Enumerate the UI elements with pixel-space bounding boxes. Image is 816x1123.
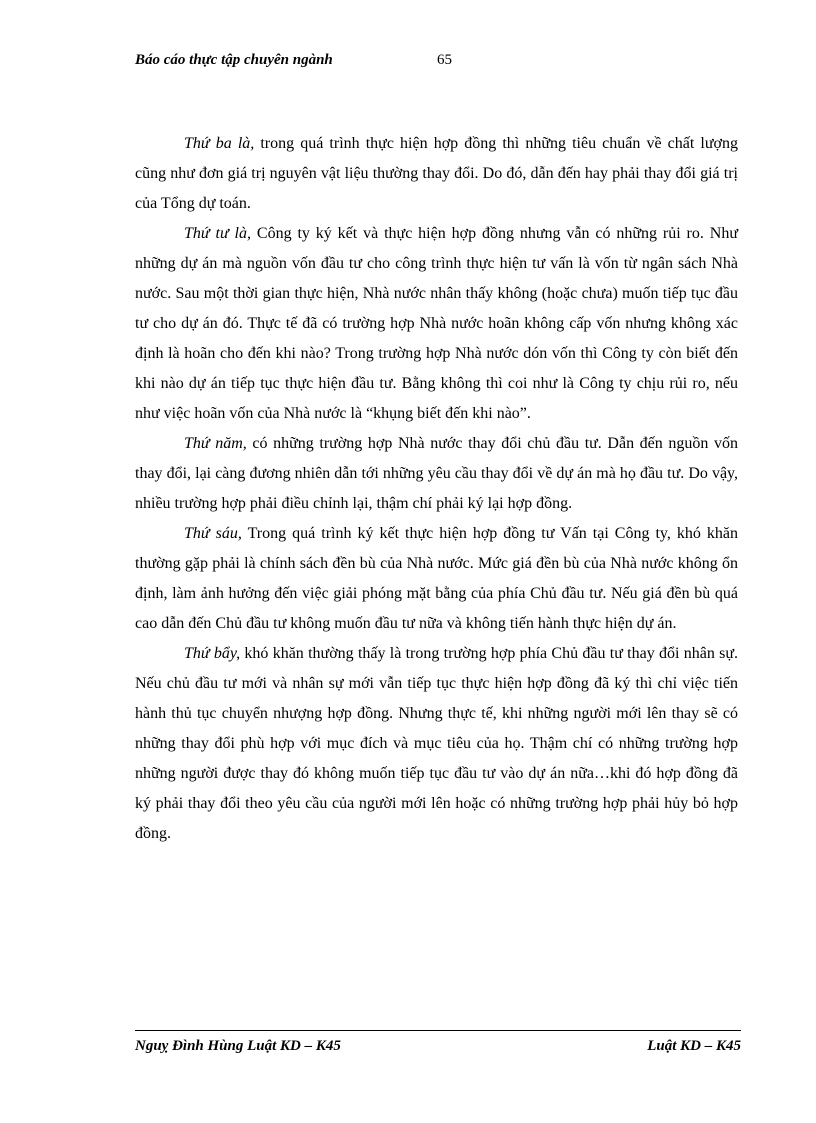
header-title: Báo cáo thực tập chuyên ngành	[135, 52, 333, 68]
page-header	[135, 49, 735, 71]
paragraph-thu-sau	[135, 519, 738, 639]
page-number: 65	[437, 52, 452, 68]
body-text	[135, 129, 738, 849]
paragraph-thu-nam	[135, 429, 738, 519]
paragraph-text: Trong quá trình ký kết thực hiện hợp đồng tư Vấn tại Công ty, khó khăn thường gặp phải là chính sách đền bù của Nhà nước. Mức giá đền bù của Nhà nước không ổn định, làm ảnh hưởng đến việc giải phóng mặt bằng của phía Chủ đầu tư. Nếu giá đền bù quá cao dẫn đến Chủ đầu tư không muốn đầu tư nữa và không tiến hành thực hiện dự án.	[135, 525, 739, 632]
paragraph-lead: Thứ ba là,	[184, 135, 255, 152]
footer-divider	[135, 1030, 741, 1031]
paragraph-text: khó khăn thường thấy là trong trường hợp phía Chủ đầu tư thay đổi nhân sự. Nếu chủ đầu tư mới và nhân sự mới vẫn tiếp tục thực hiện hợp đồng đã ký thì chỉ việc tiến hành thủ tục chuyển nhượng hợp đồng. Nhưng thực tế, khi những người mới lên thay sẽ có những thay đổi phù hợp với mục đích và mục tiêu của họ. Thậm chí có những trường hợp những người được thay đó không muốn tiếp tục đầu tư vào dự án nữa…khi đó hợp đồng đã ký phải thay đổi theo yêu cầu của người mới lên hoặc có những trường hợp phải hủy bỏ hợp đồng.	[135, 645, 739, 842]
paragraph-text: có những trường hợp Nhà nước thay đổi chủ đầu tư. Dẫn đến nguồn vốn thay đổi, lại càng đương nhiên dẫn tới những yêu cầu thay đổi về dự án mà họ đầu tư. Do vậy, nhiều trường hợp phải điều chỉnh lại, thậm chí phải ký lại hợp đồng.	[135, 435, 738, 512]
footer-author: Nguỵ Đình Hùng Luật KD – K45	[135, 1038, 341, 1054]
paragraph-text: Công ty ký kết và thực hiện hợp đồng nhưng vẫn có những rủi ro. Như những dự án mà nguồn vốn đầu tư cho công trình thực hiện tư vấn là vốn từ ngân sách Nhà nước. Sau một thời gian thực hiện, Nhà nước nhân thấy không (hoặc chưa) muốn tiếp tục đầu tư cho dự án đó. Thực tế đã có trường hợp Nhà nước hoãn không cấp vốn nhưng không xác định là hoãn cho đến khi nào? Trong trường hợp Nhà nước dón vốn thì Công ty còn biết đến khi nào dự án tiếp tục thực hiện đầu tư. Bằng không thì coi như là Công ty chịu rủi ro, nếu như việc hoãn vốn của Nhà nước là “khụng biết đến khi nào”.	[135, 225, 738, 422]
paragraph-thu-tu	[135, 219, 738, 429]
footer-course: Luật KD – K45	[647, 1038, 741, 1054]
page-footer	[135, 1035, 741, 1057]
paragraph-thu-ba	[135, 129, 738, 219]
paragraph-lead: Thứ tư là,	[184, 225, 252, 242]
paragraph-thu-bay	[135, 639, 738, 849]
paragraph-lead: Thứ sáu,	[184, 525, 242, 542]
paragraph-text: trong quá trình thực hiện hợp đồng thì những tiêu chuẩn về chất lượng cũng như đơn giá trị nguyên vật liệu thường thay đổi. Do đó, dẫn đến hay phải thay đổi giá trị của Tổng dự toán.	[135, 135, 738, 212]
paragraph-lead: Thứ bẩy,	[184, 645, 241, 662]
paragraph-lead: Thứ năm,	[184, 435, 247, 452]
